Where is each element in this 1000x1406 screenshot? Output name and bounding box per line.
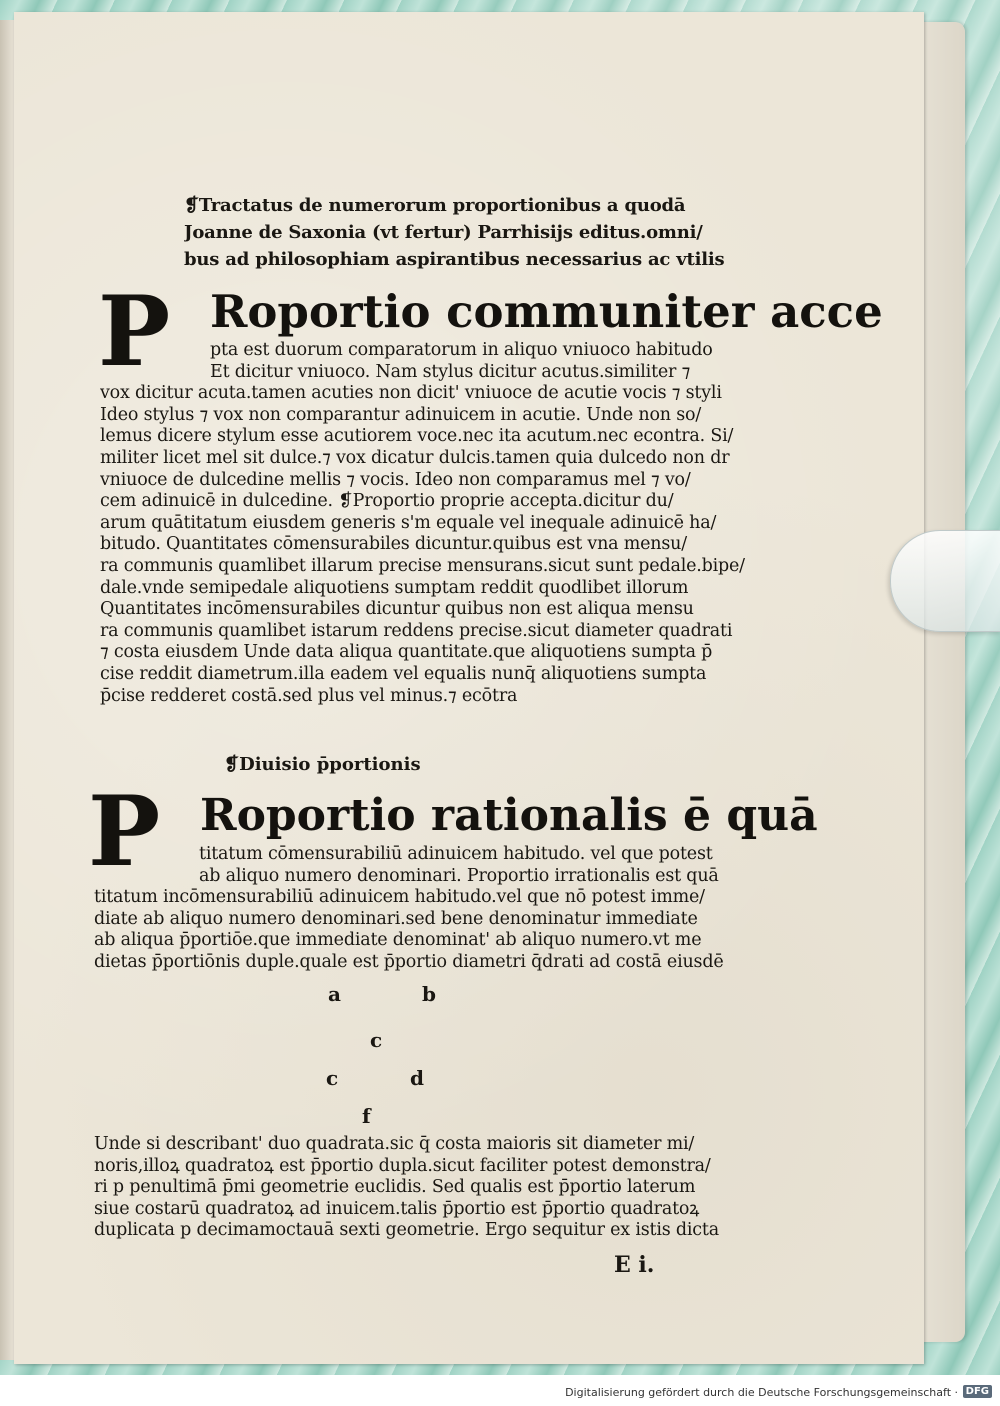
- section-heading: Roportio communiter acce: [210, 285, 883, 338]
- text-line: diate ab aliquo numero denominari.sed bene denominatur immediate: [94, 908, 698, 929]
- text-line: arum quātitatum eiusdem generis s'm equale vel inequale adinuicē ha/: [100, 512, 717, 533]
- figure-letter: a: [328, 982, 341, 1006]
- figure-letter: c: [370, 1028, 383, 1052]
- decorated-initial: P: [88, 775, 161, 888]
- footer-bar: [0, 1378, 1000, 1406]
- text-line: titatum incōmensurabiliū adinuicem habitudo.vel que nō potest imme/: [94, 887, 705, 908]
- text-line: p̄cise redderet costā.sed plus vel minus.⁊ ecōtra: [100, 685, 518, 706]
- figure-letter: f: [362, 1104, 371, 1128]
- text-line: pta est duorum comparatorum in aliquo vniuoco habitudo: [210, 340, 713, 360]
- paragraph: [94, 844, 754, 974]
- text-line: noris,illoꝝ quadratoꝝ est p̄portio dupla.sicut faciliter potest demonstra/: [94, 1155, 711, 1176]
- subheading: ❡Diuisio p̄portionis: [224, 754, 421, 775]
- text-line: Ideo stylus ⁊ vox non comparantur adinuicem in acutie. Unde non so/: [100, 404, 702, 425]
- text-line: ra communis quamlibet illarum precise mensurans.sicut sunt pedale.bipe/: [100, 555, 745, 576]
- text-line: dietas p̄portiōnis duple.quale est p̄portio diametri q̄drati ad costā eiusdē: [94, 951, 724, 972]
- text-line: lemus dicere stylum esse acutiorem voce.nec ita acutum.nec econtra. Si/: [100, 426, 734, 447]
- text-line: titatum cōmensurabiliū adinuicem habitudo. vel que potest: [199, 844, 713, 864]
- paper-clip: [890, 530, 1000, 632]
- figure-letter: d: [410, 1066, 424, 1090]
- title-line: Joanne de Saxonia (vt fertur) Parrhisijs editus.omni/: [184, 222, 703, 243]
- title-block: [184, 192, 754, 273]
- text-line: vniuoce de dulcedine mellis ⁊ vocis. Ideo non comparamus mel ⁊ vo/: [100, 469, 691, 490]
- text-line: Et dicitur vniuoco. Nam stylus dicitur acutus.similiter ⁊: [210, 361, 691, 382]
- title-line: bus ad philosophiam aspirantibus necessarius ac vtilis: [184, 249, 725, 270]
- dfg-logo-icon: DFG: [963, 1385, 992, 1398]
- text-line: ri p penultimā p̄mi geometrie euclidis. Sed qualis est p̄portio laterum: [94, 1177, 696, 1198]
- text-line: vox dicitur acuta.tamen acuties non dicit' vniuoce de acutie vocis ⁊ styli: [100, 383, 722, 404]
- text-line: cise reddit diametrum.illa eadem vel equalis nunq̄ aliquotiens sumpta: [100, 663, 707, 684]
- text-line: ab aliquo numero denominari. Proportio irrationalis est quā: [199, 865, 719, 886]
- signature-mark: E i.: [614, 1252, 655, 1278]
- section-heading: Roportio rationalis ē quā: [200, 790, 818, 841]
- text-line: dale.vnde semipedale aliquotiens sumptam reddit quodlibet illorum: [100, 577, 689, 598]
- text-line: cem adinuicē in dulcedine. ❡Proportio proprie accepta.dicitur du/: [100, 491, 674, 512]
- paragraph: [94, 1134, 754, 1242]
- text-line: Unde si describant' duo quadrata.sic q̄ costa maioris sit diameter mi/: [94, 1134, 695, 1154]
- title-line: ❡Tractatus de numerorum proportionibus a quodā: [184, 195, 686, 216]
- page-spine: [0, 20, 14, 1360]
- text-line: Quantitates incōmensurabiles dicuntur quibus non est aliqua mensu: [100, 599, 694, 620]
- footer-credit: Digitalisierung gefördert durch die Deutsche Forschungsgemeinschaft ·: [565, 1386, 958, 1399]
- paragraph: [100, 340, 760, 707]
- text-line: siue costarū quadratoꝝ ad inuicem.talis p̄portio est p̄portio quadratoꝝ: [94, 1198, 700, 1219]
- text-line: duplicata p decimamoctauā sexti geometrie. Ergo sequitur ex istis dicta: [94, 1220, 719, 1241]
- figure-letter: c: [326, 1066, 339, 1090]
- text-line: bitudo. Quantitates cōmensurabiles dicuntur.quibus est vna mensu/: [100, 534, 687, 555]
- text-line: ab aliqua p̄portiōe.que immediate denominat' ab aliquo numero.vt me: [94, 930, 702, 951]
- document-page: [14, 12, 924, 1364]
- decorated-initial: P: [98, 275, 171, 388]
- figure-letter: b: [422, 982, 436, 1006]
- text-line: ⁊ costa eiusdem Unde data aliqua quantitate.que aliquotiens sumpta p̄: [100, 642, 713, 663]
- text-line: militer licet mel sit dulce.⁊ vox dicatur dulcis.tamen quia dulcedo non dr: [100, 447, 730, 468]
- text-line: ra communis quamlibet istarum reddens precise.sicut diameter quadrati: [100, 620, 733, 641]
